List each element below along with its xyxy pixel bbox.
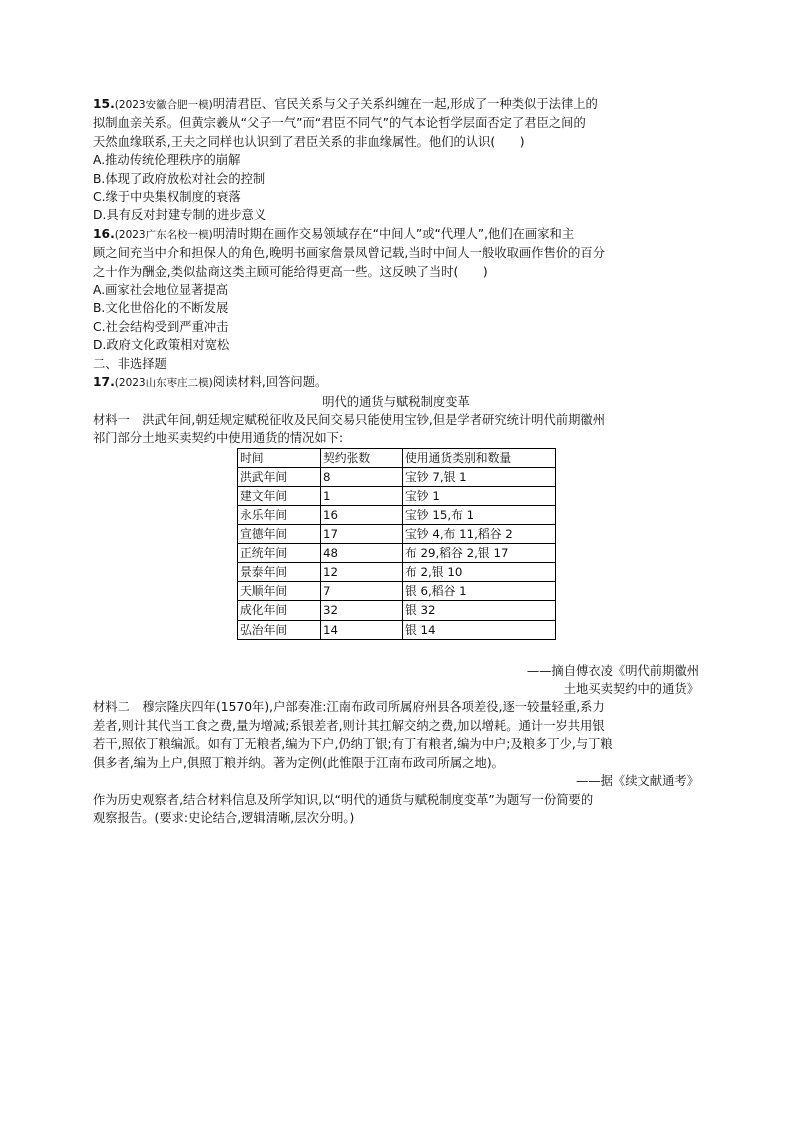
table-cell: 布 2,银 10 [403,563,556,582]
material-2-text: 若干,照依丁粮编派。如有丁无粮者,编为下户,仍纳丁银;有丁有粮者,编为中户;及粮多丁少,与丁粮 [93,737,613,752]
table-cell: 7 [321,582,403,601]
table-cell: 宝钞 1 [403,486,556,505]
table-cell: 宝钞 15,布 1 [403,506,556,525]
table-row [238,486,556,505]
table-cell: 32 [321,601,403,620]
table-cell: 14 [321,620,403,639]
table-cell: 建文年间 [238,486,321,505]
table-row [238,525,556,544]
table-cell: 宝钞 4,布 11,稻谷 2 [403,525,556,544]
material-2-text: 材料二 穆宗隆庆四年(1570年),户部奏准:江南布政司所属府州县各项差役,逐一较量轻重,系力 [93,700,605,715]
material-1-text: 材料一 洪武年间,朝廷规定赋税征收及民间交易只能使用宝钞,但是学者研究统计明代前期徽州 [93,412,605,427]
table-cell: 弘治年间 [238,620,321,639]
option-a: A.画家社会地位显著提高 [93,283,229,298]
question-stem: 明清时期在画作交易领域存在“中间人”或“代理人”,他们在画家和主 [212,226,575,241]
question-16 [93,225,699,355]
question-stem-line: 拟制血亲关系。但黄宗羲从“父子一气”而“君臣不同气”的气本论哲学层面否定了君臣之间的 [93,116,586,131]
table-cell: 17 [321,525,403,544]
table-cell: 银 6,稻谷 1 [403,582,556,601]
table-row [238,544,556,563]
question-stem-line: 顾之间充当中介和担保人的角色,晚明书画家詹景凤曾记载,当时中间人一般收取画作售价的百分 [93,246,605,261]
question-stem: 阅读材料,回答问题。 [212,375,328,390]
question-stem: 明清君臣、官民关系与父子关系纠缠在一起,形成了一种类似于法律上的 [212,97,598,111]
table-row [238,620,556,639]
citation: ——据《续文献通考》 [576,774,699,789]
section-heading: 二、非选择题 [93,356,167,371]
table-cell: 48 [321,544,403,563]
table-header-cell: 契约张数 [321,448,403,467]
currency-table [237,448,556,640]
table-cell: 永乐年间 [238,506,321,525]
table-row [238,506,556,525]
table-row [238,563,556,582]
document-body [93,95,699,827]
question-number: 16. [93,226,115,241]
question-source: (2023广东名校一模) [114,228,213,241]
question-15 [93,95,699,225]
material-2-text: 俱多者,编为上户,俱照丁粮并纳。著为定例(此惟限于江南布政司所属之地)。 [93,755,504,770]
table-cell: 银 14 [403,620,556,639]
question-number: 15. [93,97,115,111]
question-17 [93,373,699,827]
table-header-cell: 时间 [238,448,321,467]
question-stem-line: 天然血缘联系,王夫之同样也认识到了君臣关系的非血缘属性。他们的认识( ) [93,134,525,149]
material-2-text: 差者,则计其代当工食之费,量为增减;系银差者,则计其扛解交纳之费,加以增耗。通计一岁共用银 [93,718,605,733]
table-cell: 12 [321,563,403,582]
option-b: B.体现了政府放松对社会的控制 [93,171,266,186]
citation: 土地买卖契约中的通货》 [563,682,699,697]
option-b: B.文化世俗化的不断发展 [93,301,229,316]
table-cell: 布 29,稻谷 2,银 17 [403,544,556,563]
table-cell: 正统年间 [238,544,321,563]
table-row [238,582,556,601]
question-stem-line: 之十作为酬金,类似盐商这类主顾可能给得更高一些。这反映了当时( ) [93,264,488,279]
table-cell: 景泰年间 [238,563,321,582]
table-cell: 16 [321,506,403,525]
question-source: (2023山东枣庄二模) [114,377,213,390]
table-cell: 宝钞 7,银 1 [403,467,556,486]
material-title: 明代的通货与赋税制度变革 [322,394,470,409]
task-requirement: 观察报告。(要求:史论结合,逻辑清晰,层次分明。) [93,810,355,825]
table-cell: 宣德年间 [238,525,321,544]
table-cell: 1 [321,486,403,505]
material-1-text: 祁门部分土地买卖契约中使用通货的情况如下: [93,431,344,446]
table-cell: 8 [321,467,403,486]
table-cell: 银 32 [403,601,556,620]
table-row [238,467,556,486]
option-c: C.社会结构受到严重冲击 [93,319,229,334]
table-cell: 洪武年间 [238,467,321,486]
citation: ——摘自傅衣凌《明代前期徽州 [526,663,699,678]
spacer [93,640,699,662]
question-number: 17. [93,375,115,390]
table-header-row [238,448,556,467]
option-c: C.缘于中央集权制度的衰落 [93,190,241,205]
option-d: D.政府文化政策相对宽松 [93,338,230,353]
question-source: (2023安徽合肥一模) [114,99,213,111]
table-row [238,601,556,620]
table-header-cell: 使用通货类别和数量 [403,448,556,467]
option-a: A.推动传统伦理秩序的崩解 [93,153,241,168]
option-d: D.具有反对封建专制的进步意义 [93,208,267,223]
table-cell: 成化年间 [238,601,321,620]
task-requirement: 作为历史观察者,结合材料信息及所学知识,以“明代的通货与赋税制度变革”为题写一份简要的 [93,792,594,807]
table-cell: 天顺年间 [238,582,321,601]
